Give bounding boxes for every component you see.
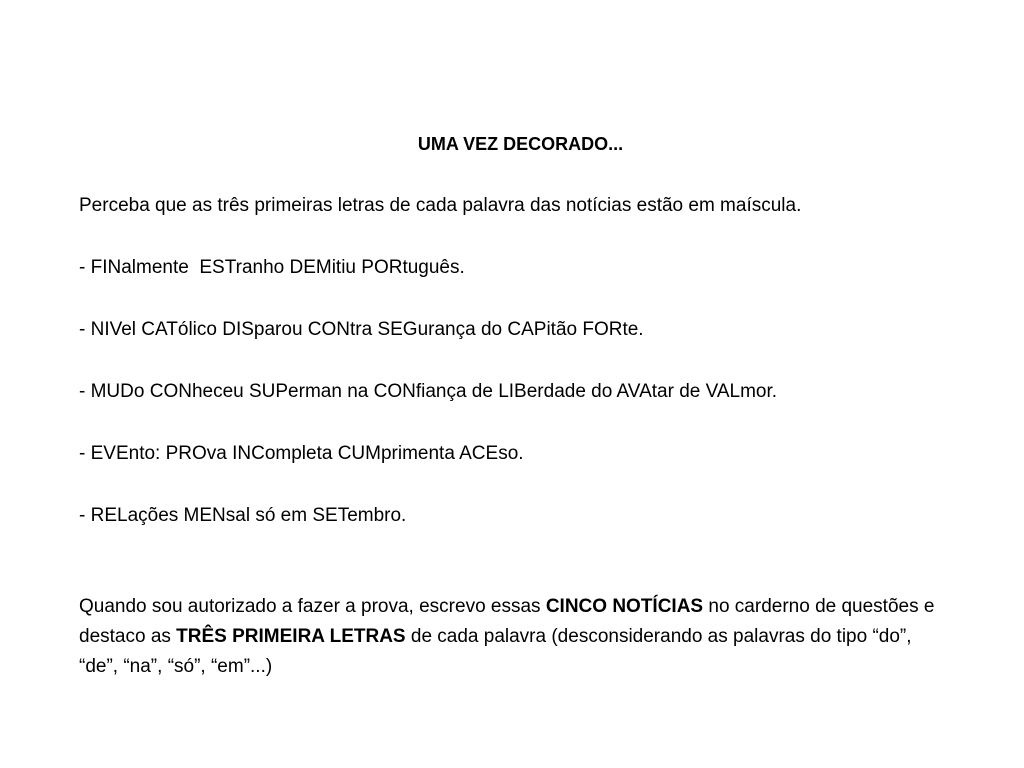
closing-text-3: de cada palavra (desconsiderando as palavras do tipo “do”, “de”, “na”, “só”, “em”...): [79, 626, 912, 677]
slide-heading: UMA VEZ DECORADO...: [417, 134, 624, 154]
intro-text: Perceba que as três primeiras letras de cada palavra das notícias estão em maíscula.: [79, 195, 802, 216]
news-item-2: - NIVel CATólico DISparou CONtra SEGurança do CAPitão FORte.: [79, 319, 644, 340]
news-item-4: - EVEnto: PROva INCompleta CUMprimenta ACEso.: [79, 443, 524, 464]
news-item-1: - FINalmente ESTranho DEMitiu PORtuguês.: [79, 257, 465, 278]
closing-text-1: Quando sou autorizado a fazer a prova, escrevo essas: [79, 596, 546, 617]
closing-bold-tres-primeira-letras: TRÊS PRIMEIRA LETRAS: [176, 626, 406, 647]
closing-bold-cinco-noticias: CINCO NOTÍCIAS: [545, 596, 704, 617]
closing-paragraph: [79, 592, 954, 682]
news-item-5: - RELações MENsal só em SETembro.: [79, 505, 407, 526]
closing-text-2: no carderno de questões e destaco as: [79, 596, 935, 647]
news-list: [79, 254, 954, 530]
news-item-3: - MUDo CONheceu SUPerman na CONfiança de LIBerdade do AVAtar de VALmor.: [79, 381, 778, 402]
